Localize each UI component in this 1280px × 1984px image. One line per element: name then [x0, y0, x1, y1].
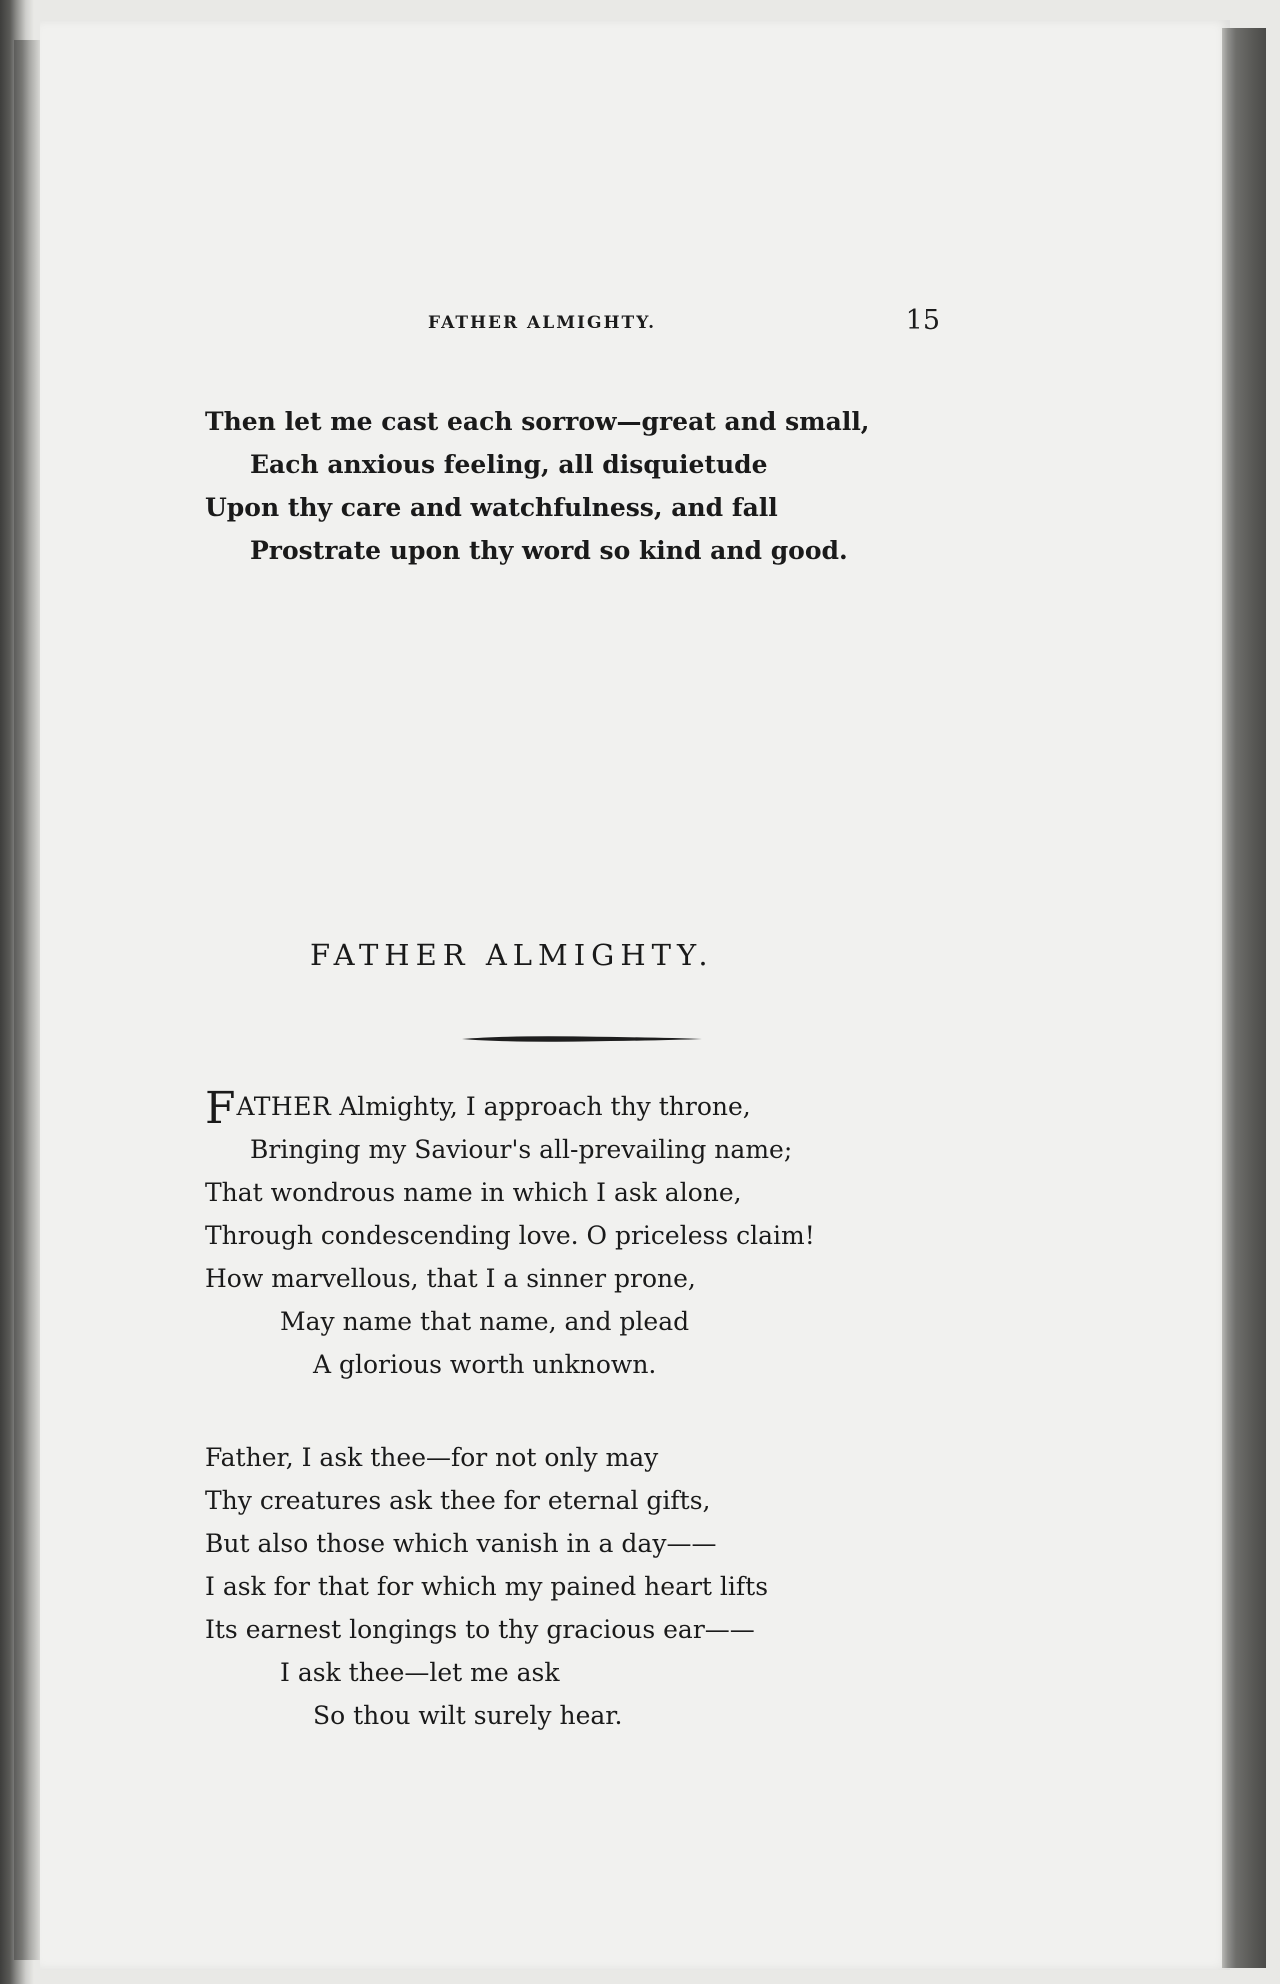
- verse-line: I ask for that for which my pained heart lifts: [205, 1572, 769, 1601]
- poem-title: FATHER ALMIGHTY.: [310, 938, 714, 972]
- drop-cap: F: [205, 1083, 236, 1134]
- previous-poem-stanza: [205, 400, 985, 572]
- page-edge-shadow: [1222, 28, 1266, 1968]
- verse-line: I ask thee—let me ask: [280, 1658, 560, 1687]
- verse-line: Father, I ask thee—for not only may: [205, 1443, 659, 1472]
- verse-line: Upon thy care and watchfulness, and fall: [205, 493, 778, 522]
- verse-line-first: [205, 1083, 985, 1134]
- verse-line: Prostrate upon thy word so kind and good.: [250, 536, 848, 565]
- verse-line: Then let me cast each sorrow—great and small,: [205, 407, 870, 436]
- first-word-rest: ATHER: [236, 1092, 332, 1121]
- page-header: [300, 305, 940, 345]
- verse-line: Thy creatures ask thee for eternal gifts,: [205, 1486, 711, 1515]
- verse-line: May name that name, and plead: [280, 1307, 690, 1336]
- first-line-rest: Almighty, I approach thy throne,: [331, 1092, 751, 1121]
- poem-stanza-2: [205, 1436, 985, 1737]
- verse-line: So thou wilt surely hear.: [313, 1701, 623, 1730]
- verse-line: Bringing my Saviour's all-prevailing name;: [250, 1135, 793, 1164]
- verse-line: That wondrous name in which I ask alone,: [205, 1178, 742, 1207]
- verse-line: How marvellous, that I a sinner prone,: [205, 1264, 696, 1293]
- verse-line: Through condescending love. O priceless claim!: [205, 1221, 815, 1250]
- verse-line: But also those which vanish in a day——: [205, 1529, 717, 1558]
- verse-line: A glorious worth unknown.: [313, 1350, 657, 1379]
- verse-line: Its earnest longings to thy gracious ear——: [205, 1615, 755, 1644]
- verse-line: Each anxious feeling, all disquietude: [250, 450, 768, 479]
- running-title: FATHER ALMIGHTY.: [428, 313, 657, 333]
- title-rule-ornament: [462, 1035, 702, 1043]
- page-number: 15: [905, 305, 940, 336]
- book-spine: [14, 40, 40, 1960]
- poem-stanza-1: [205, 1085, 985, 1386]
